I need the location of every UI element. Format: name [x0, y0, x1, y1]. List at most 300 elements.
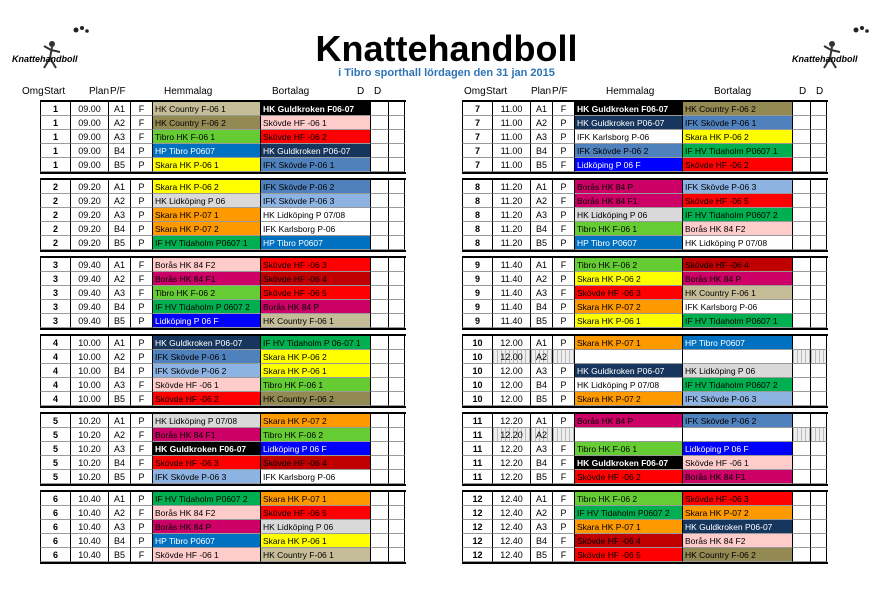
result-cell [792, 194, 810, 208]
home-team-cell: HK Guldkroken P06-07 [574, 116, 682, 130]
pf-cell: P [130, 414, 152, 428]
pf-cell: P [130, 180, 152, 194]
home-team-cell: HP Tibro P0607 [152, 534, 260, 548]
plan-cell: A2 [530, 272, 552, 286]
start-cell: 09.00 [70, 102, 108, 116]
pf-cell: F [130, 102, 152, 116]
omg-cell: 4 [40, 364, 70, 378]
omg-cell: 1 [40, 130, 70, 144]
plan-cell: A1 [108, 102, 130, 116]
plan-cell: A2 [108, 116, 130, 130]
home-team-cell: HK Guldkroken P06-07 [152, 336, 260, 350]
match-row [40, 548, 406, 562]
away-team-cell: HK Country F-06 2 [682, 102, 792, 116]
home-team-cell [574, 428, 682, 442]
result-cell [388, 456, 405, 470]
home-team-cell: IF HV Tidaholm P0607 2 [574, 506, 682, 520]
result-cell [810, 428, 827, 442]
result-cell [810, 392, 827, 406]
page-title: Knattehandboll [315, 28, 578, 69]
home-team-cell: Skara HK P-07 1 [574, 520, 682, 534]
result-cell [388, 470, 405, 484]
start-cell: 12.20 [492, 456, 530, 470]
match-row [40, 392, 406, 406]
plan-cell: A3 [108, 130, 130, 144]
away-team-cell: Skara HK P-06 1 [260, 534, 370, 548]
home-team-cell: Skövde HF -06 3 [152, 456, 260, 470]
page-subtitle: i Tibro sporthall lördagen den 31 jan 2015 [338, 67, 555, 79]
plan-cell: A1 [108, 258, 130, 272]
result-cell [792, 236, 810, 250]
header-hemmalag: Hemmalag [606, 86, 655, 97]
start-cell: 12.00 [492, 350, 530, 364]
away-team-cell: Skövde HF -06 2 [260, 130, 370, 144]
start-cell: 11.40 [492, 314, 530, 328]
match-row [40, 300, 406, 314]
start-cell: 09.40 [70, 272, 108, 286]
away-team-cell: Skövde HF -06 2 [682, 158, 792, 172]
plan-cell: A1 [530, 492, 552, 506]
result-cell [388, 392, 405, 406]
omg-cell: 1 [40, 144, 70, 158]
omg-cell: 12 [462, 548, 492, 562]
result-cell [370, 236, 388, 250]
start-cell: 11.40 [492, 286, 530, 300]
result-cell [792, 130, 810, 144]
home-team-cell: HK Lidköping P 06 [574, 208, 682, 222]
plan-cell: B5 [530, 392, 552, 406]
start-cell: 10.20 [70, 456, 108, 470]
match-row [462, 194, 828, 208]
plan-cell: B5 [108, 314, 130, 328]
away-team-cell: IF HV Tidaholm P 06-07 1 [260, 336, 370, 350]
start-cell: 09.20 [70, 208, 108, 222]
home-team-cell: Borås HK 84 P [152, 520, 260, 534]
result-cell [370, 116, 388, 130]
away-team-cell: Skara HK P-07 1 [260, 492, 370, 506]
match-row [40, 492, 406, 506]
away-team-cell: Skara HK P-06 1 [260, 364, 370, 378]
away-team-cell: Tibro HK F-06 1 [260, 378, 370, 392]
result-cell [810, 300, 827, 314]
away-team-cell: HK Guldkroken P06-07 [260, 144, 370, 158]
home-team-cell: Borås HK 84 P [574, 180, 682, 194]
result-cell [792, 102, 810, 116]
pf-cell [552, 428, 574, 442]
pf-cell: P [552, 414, 574, 428]
plan-cell: A3 [108, 378, 130, 392]
omg-cell: 7 [462, 116, 492, 130]
header-bortalag: Bortalag [272, 86, 310, 97]
result-cell [810, 208, 827, 222]
omg-cell: 10 [462, 392, 492, 406]
omg-cell: 2 [40, 208, 70, 222]
plan-cell: B5 [530, 236, 552, 250]
result-cell [810, 286, 827, 300]
plan-cell: A2 [108, 194, 130, 208]
match-row [462, 456, 828, 470]
match-row [40, 506, 406, 520]
header-hemmalag: Hemmalag [164, 86, 213, 97]
start-cell: 09.20 [70, 194, 108, 208]
pf-cell: P [130, 158, 152, 172]
match-row [40, 208, 406, 222]
omg-cell: 7 [462, 144, 492, 158]
result-cell [792, 534, 810, 548]
omg-cell: 3 [40, 258, 70, 272]
match-row [462, 520, 828, 534]
away-team-cell: Skövde HF -06 5 [260, 506, 370, 520]
result-cell [810, 180, 827, 194]
pf-cell: F [552, 534, 574, 548]
omg-cell: 6 [40, 492, 70, 506]
start-cell: 10.40 [70, 506, 108, 520]
start-cell: 12.00 [492, 378, 530, 392]
omg-cell: 12 [462, 492, 492, 506]
away-team-cell: Lidköping P 06 F [260, 442, 370, 456]
start-cell: 10.00 [70, 378, 108, 392]
away-team-cell: HK Country F-06 2 [260, 392, 370, 406]
match-row [462, 414, 828, 428]
result-cell [792, 180, 810, 194]
plan-cell: B5 [530, 158, 552, 172]
pf-cell: P [130, 350, 152, 364]
start-cell: 12.40 [492, 520, 530, 534]
result-cell [370, 194, 388, 208]
omg-cell: 9 [462, 258, 492, 272]
home-team-cell: Skövde HF -06 4 [574, 534, 682, 548]
result-cell [792, 208, 810, 222]
pf-cell: P [130, 314, 152, 328]
result-cell [370, 180, 388, 194]
plan-cell: B5 [530, 314, 552, 328]
plan-cell: B5 [108, 236, 130, 250]
omg-cell: 5 [40, 428, 70, 442]
away-team-cell: IFK Skövde P-06 2 [260, 180, 370, 194]
match-row [40, 144, 406, 158]
start-cell: 09.40 [70, 300, 108, 314]
plan-cell: A1 [530, 102, 552, 116]
result-cell [792, 286, 810, 300]
omg-cell: 8 [462, 180, 492, 194]
pf-cell: F [130, 506, 152, 520]
result-cell [810, 144, 827, 158]
result-cell [792, 548, 810, 562]
away-team-cell: Skövde HF -06 3 [260, 258, 370, 272]
plan-cell: B5 [108, 158, 130, 172]
match-row [462, 314, 828, 328]
away-team-cell: IFK Skövde P-06 1 [260, 158, 370, 172]
start-cell: 11.00 [492, 102, 530, 116]
start-cell: 09.00 [70, 158, 108, 172]
omg-cell: 3 [40, 314, 70, 328]
start-cell: 11.00 [492, 130, 530, 144]
plan-cell: A1 [530, 414, 552, 428]
header-plan: Plan [531, 86, 552, 97]
omg-cell: 3 [40, 272, 70, 286]
result-cell [370, 272, 388, 286]
result-cell [810, 506, 827, 520]
match-row [40, 520, 406, 534]
header-pf: P/F [110, 86, 126, 97]
start-cell: 11.20 [492, 236, 530, 250]
match-row [40, 130, 406, 144]
plan-cell: B4 [108, 144, 130, 158]
plan-cell: A1 [108, 336, 130, 350]
omg-cell: 10 [462, 378, 492, 392]
pf-cell: F [552, 548, 574, 562]
result-cell [792, 428, 810, 442]
result-cell [810, 336, 827, 350]
away-team-cell: Skövde HF -06 3 [682, 492, 792, 506]
start-cell: 09.00 [70, 130, 108, 144]
match-row [462, 158, 828, 172]
home-team-cell: Skara HK P-06 2 [574, 272, 682, 286]
result-cell [388, 378, 405, 392]
away-team-cell: IFK Karlsborg P-06 [682, 300, 792, 314]
omg-cell: 2 [40, 236, 70, 250]
result-cell [810, 378, 827, 392]
start-cell: 09.40 [70, 314, 108, 328]
result-cell [792, 442, 810, 456]
omg-cell: 9 [462, 314, 492, 328]
omg-cell: 10 [462, 350, 492, 364]
match-row [40, 222, 406, 236]
match-row [40, 116, 406, 130]
away-team-cell: HK Lidköping P 06 [260, 520, 370, 534]
start-cell: 11.40 [492, 258, 530, 272]
start-cell: 10.00 [70, 350, 108, 364]
start-cell: 11.00 [492, 116, 530, 130]
omg-cell: 6 [40, 534, 70, 548]
header-d2: D [374, 86, 382, 97]
plan-cell: A1 [108, 492, 130, 506]
result-cell [388, 336, 405, 350]
match-row [40, 350, 406, 364]
home-team-cell: Skövde HF -06 2 [574, 470, 682, 484]
result-cell [388, 102, 405, 116]
result-cell [370, 130, 388, 144]
pf-cell: P [130, 534, 152, 548]
omg-cell: 1 [40, 116, 70, 130]
result-cell [810, 236, 827, 250]
away-team-cell: Skövde HF -06 1 [682, 456, 792, 470]
pf-cell: F [552, 258, 574, 272]
omg-cell: 11 [462, 414, 492, 428]
result-cell [792, 336, 810, 350]
away-team-cell: HK Lidköping P 07/08 [260, 208, 370, 222]
pf-cell: P [552, 378, 574, 392]
plan-cell: B5 [108, 548, 130, 562]
result-cell [388, 272, 405, 286]
away-team-cell: Skövde HF -06 5 [682, 194, 792, 208]
result-cell [792, 222, 810, 236]
start-cell: 12.40 [492, 506, 530, 520]
result-cell [370, 534, 388, 548]
result-cell [388, 350, 405, 364]
result-cell [388, 158, 405, 172]
home-team-cell: Borås HK 84 P [574, 414, 682, 428]
omg-cell: 1 [40, 102, 70, 116]
start-cell: 10.00 [70, 392, 108, 406]
start-cell: 11.20 [492, 222, 530, 236]
result-cell [810, 222, 827, 236]
home-team-cell: Borås HK 84 F1 [574, 194, 682, 208]
pf-cell: F [552, 456, 574, 470]
result-cell [370, 392, 388, 406]
plan-cell: A3 [530, 364, 552, 378]
home-team-cell: HK Guldkroken F06-07 [152, 442, 260, 456]
header-start: Start [44, 86, 66, 97]
result-cell [388, 428, 405, 442]
start-cell: 11.00 [492, 158, 530, 172]
away-team-cell: IF HV Tidaholm P0607 2 [682, 208, 792, 222]
result-cell [388, 520, 405, 534]
plan-cell: A1 [530, 180, 552, 194]
home-team-cell: Tibro HK F-06 1 [574, 222, 682, 236]
match-row [462, 236, 828, 250]
result-cell [388, 534, 405, 548]
omg-cell: 11 [462, 442, 492, 456]
omg-cell: 4 [40, 392, 70, 406]
pf-cell: F [130, 548, 152, 562]
result-cell [370, 102, 388, 116]
away-team-cell: Skara HK P-06 2 [260, 350, 370, 364]
omg-cell: 5 [40, 470, 70, 484]
result-cell [810, 520, 827, 534]
match-row [40, 158, 406, 172]
pf-cell: F [130, 456, 152, 470]
start-cell: 10.40 [70, 520, 108, 534]
away-team-cell: HK Lidköping P 07/08 [682, 236, 792, 250]
match-row [40, 428, 406, 442]
pf-cell: P [130, 194, 152, 208]
result-cell [810, 258, 827, 272]
result-cell [370, 456, 388, 470]
start-cell: 10.20 [70, 470, 108, 484]
match-row [462, 378, 828, 392]
home-team-cell: Lidköping P 06 F [574, 158, 682, 172]
away-team-cell: IFK Skövde P-06 1 [682, 116, 792, 130]
result-cell [792, 456, 810, 470]
away-team-cell: Skara HK P-07 2 [260, 414, 370, 428]
home-team-cell: IF HV Tidaholm P0607 1 [152, 236, 260, 250]
away-team-cell: Skövde HF -06 4 [682, 258, 792, 272]
pf-cell: F [552, 470, 574, 484]
away-team-cell [682, 350, 792, 364]
match-row [462, 336, 828, 350]
pf-cell: P [130, 300, 152, 314]
result-cell [810, 194, 827, 208]
start-cell: 12.00 [492, 364, 530, 378]
match-row [40, 364, 406, 378]
away-team-cell: IF HV Tidaholm P0607 2 [682, 378, 792, 392]
omg-cell: 5 [40, 414, 70, 428]
away-team-cell: IFK Skövde P-06 3 [682, 392, 792, 406]
start-cell: 12.40 [492, 548, 530, 562]
pf-cell: P [552, 130, 574, 144]
result-cell [370, 144, 388, 158]
home-team-cell [574, 350, 682, 364]
pf-cell: P [130, 520, 152, 534]
start-cell: 10.40 [70, 492, 108, 506]
start-cell: 10.20 [70, 414, 108, 428]
pf-cell: P [130, 470, 152, 484]
match-row [462, 116, 828, 130]
start-cell: 11.40 [492, 300, 530, 314]
match-row [40, 272, 406, 286]
header-start: Start [486, 86, 508, 97]
result-cell [792, 378, 810, 392]
plan-cell: B4 [530, 378, 552, 392]
home-team-cell: Skövde HF -06 1 [152, 548, 260, 562]
home-team-cell: HK Guldkroken F06-07 [574, 102, 682, 116]
result-cell [370, 414, 388, 428]
away-team-cell: Skövde HF -06 4 [260, 272, 370, 286]
plan-cell: B5 [108, 470, 130, 484]
omg-cell: 5 [40, 456, 70, 470]
header-bortalag: Bortalag [714, 86, 752, 97]
omg-cell: 2 [40, 194, 70, 208]
result-cell [792, 116, 810, 130]
pf-cell: P [130, 144, 152, 158]
result-cell [370, 336, 388, 350]
omg-cell: 8 [462, 236, 492, 250]
home-team-cell: HK Lidköping P 07/08 [574, 378, 682, 392]
pf-cell: P [552, 180, 574, 194]
away-team-cell: Borås HK 84 F2 [682, 222, 792, 236]
result-cell [370, 548, 388, 562]
result-cell [810, 470, 827, 484]
home-team-cell: Skövde HF -06 1 [152, 378, 260, 392]
away-team-cell: IFK Karlsborg P-06 [260, 222, 370, 236]
pf-cell: F [552, 442, 574, 456]
pf-cell: P [552, 520, 574, 534]
home-team-cell: Borås HK 84 F1 [152, 272, 260, 286]
result-cell [388, 414, 405, 428]
result-cell [792, 300, 810, 314]
result-cell [370, 300, 388, 314]
away-team-cell: HK Guldkroken P06-07 [682, 520, 792, 534]
home-team-cell: Skövde HF -06 2 [152, 392, 260, 406]
omg-cell: 3 [40, 300, 70, 314]
plan-cell: B4 [108, 456, 130, 470]
result-cell [370, 158, 388, 172]
pf-cell: P [552, 144, 574, 158]
away-team-cell: Skövde HF -06 5 [260, 286, 370, 300]
start-cell: 12.20 [492, 414, 530, 428]
match-row [462, 144, 828, 158]
pf-cell: P [130, 236, 152, 250]
omg-cell: 8 [462, 208, 492, 222]
home-team-cell: HP Tibro P0607 [152, 144, 260, 158]
result-cell [810, 314, 827, 328]
away-team-cell: IF HV Tidaholm P0607 1 [682, 144, 792, 158]
pf-cell: F [130, 392, 152, 406]
result-cell [370, 314, 388, 328]
omg-cell: 4 [40, 350, 70, 364]
home-team-cell: IFK Skövde P-06 1 [152, 350, 260, 364]
plan-cell: A3 [108, 520, 130, 534]
start-cell: 11.00 [492, 144, 530, 158]
plan-cell: A3 [530, 442, 552, 456]
away-team-cell: Skara HK P-06 2 [682, 130, 792, 144]
match-row [462, 222, 828, 236]
match-row [40, 236, 406, 250]
match-row [462, 102, 828, 116]
result-cell [388, 144, 405, 158]
result-cell [792, 258, 810, 272]
